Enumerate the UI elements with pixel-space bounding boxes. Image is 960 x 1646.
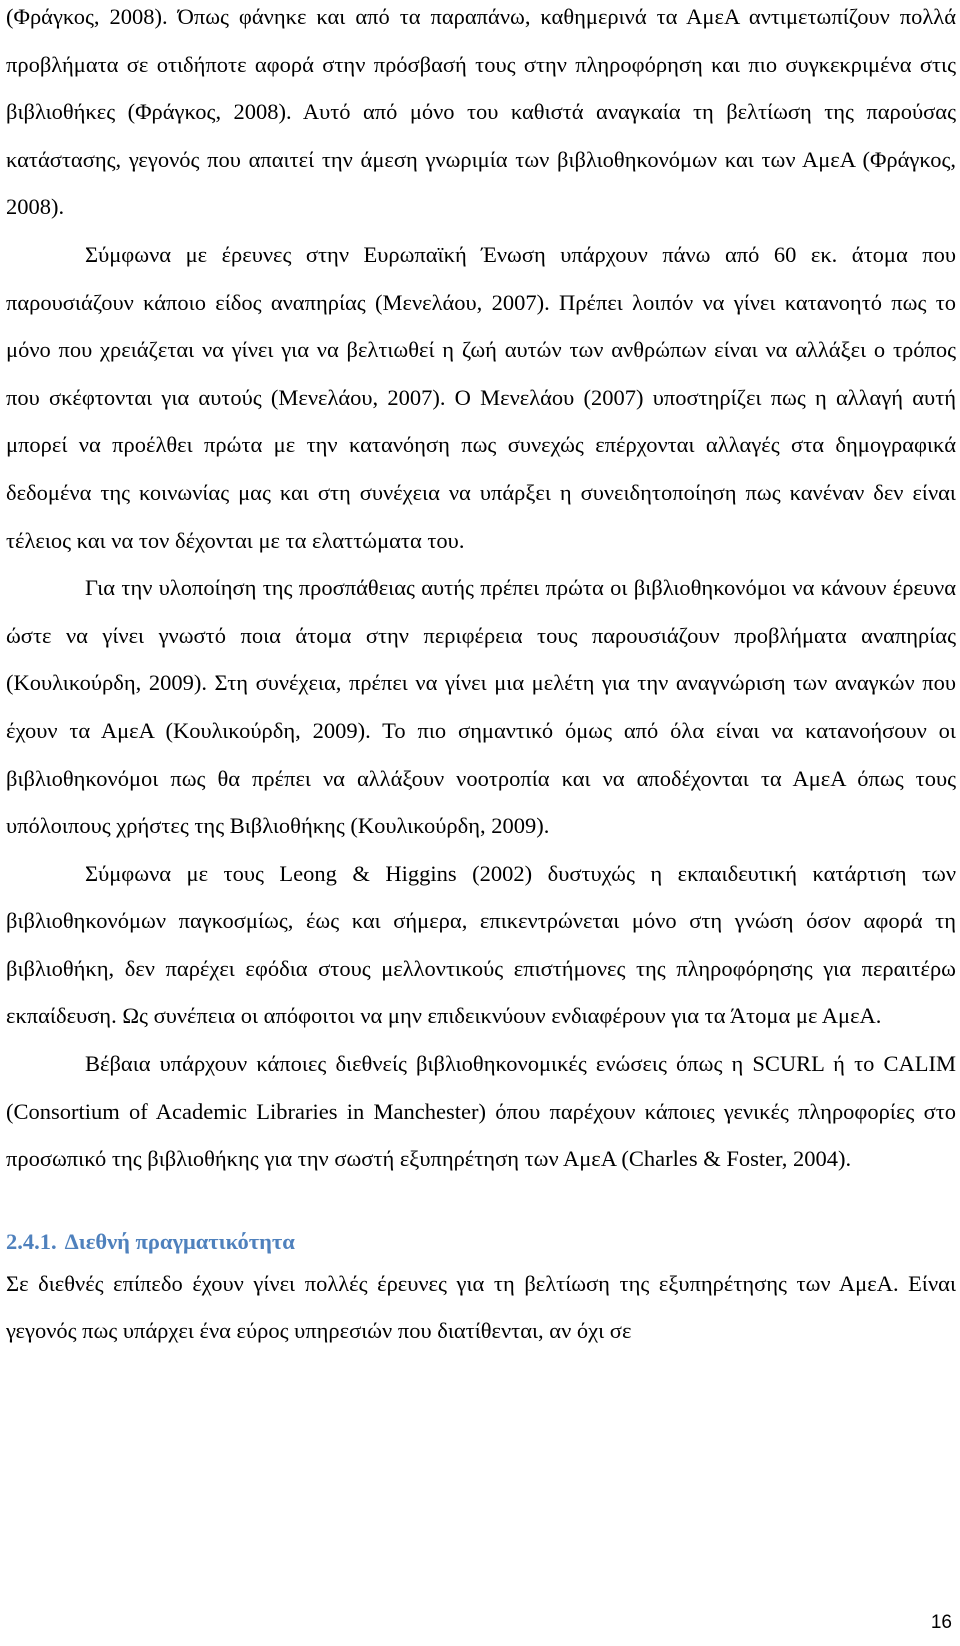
paragraph-1: (Φράγκος, 2008). Όπως φάνηκε και από τα παραπάνω, καθημερινά τα ΑμεΑ αντιμετωπίζουν πολλά προβλήματα σε οτιδήποτε αφορά στην πρόσβασή τους στην πληροφόρηση και πιο συγκεκριμένα στις βιβλιοθήκες (Φράγκος, 2008). Αυτό από μόνο του καθιστά αναγκαία τη βελτίωση της παρούσας κατάστασης, γεγονός που απαιτεί την άμεση γνωριμία των βιβλιοθηκονόμων και των ΑμεΑ (Φράγκος, 2008). [6, 4, 956, 220]
paragraph-3: Για την υλοποίηση της προσπάθειας αυτής πρέπει πρώτα οι βιβλιοθηκονόμοι να κάνουν έρευνα ώστε να γίνει γνωστό ποια άτομα στην περιφέρεια τους παρουσιάζουν προβλήματα αναπηρίας (Κουλικούρδη, 2009). Στη συνέχεια, πρέπει να γίνει μια μελέτη για την αναγνώριση των αναγκών που έχουν τα ΑμεΑ (Κουλικούρδη, 2009). Το πιο σημαντικό όμως από όλα είναι να κατανοήσουν οι βιβλιοθηκονόμοι πως θα πρέπει να αλλάξουν νοοτροπία και να αποδέχονται τα ΑμεΑ όπως τους υπόλοιπους χρήστες της Βιβλιοθήκης (Κουλικούρδη, 2009). [6, 575, 956, 839]
section-number: 2.4.1. [6, 1228, 57, 1254]
section-paragraph: Σε διεθνές επίπεδο έχουν γίνει πολλές έρευνες για τη βελτίωση της εξυπηρέτησης των ΑμεΑ. Είναι γεγονός πως υπάρχει ένα εύρος υπηρεσιών που διατίθενται, αν όχι σε [6, 1270, 956, 1344]
paragraph-4: Σύμφωνα με τους Leong & Higgins (2002) δυστυχώς η εκπαιδευτική κατάρτιση των βιβλιοθηκονόμων παγκοσμίως, έως και σήμερα, επικεντρώνεται μόνο στη γνώση όσον αφορά τη βιβλιοθήκη, δεν παρέχει εφόδια στους μελλοντικούς επιστήμονες της πληροφόρησης για περαιτέρω εκπαίδευση. Ως συνέπεια οι απόφοιτοι να μην επιδεικνύουν ενδιαφέρουν για τα Άτομα με ΑμεΑ. [6, 860, 956, 1029]
paragraph-2: Σύμφωνα με έρευνες στην Ευρωπαϊκή Ένωση υπάρχουν πάνω από 60 εκ. άτομα που παρουσιάζουν κάποιο είδος αναπηρίας (Μενελάου, 2007). Πρέπει λοιπόν να γίνει κατανοητό πως το μόνο που χρειάζεται να γίνει για να βελτιωθεί η ζωή αυτών των ανθρώπων είναι να αλλάξει ο τρόπος που σκέφτονται για αυτούς (Μενελάου, 2007). Ο Μενελάου (2007) υποστηρίζει πως η αλλαγή αυτή μπορεί να προέλθει πρώτα με την κατανόηση πως συνεχώς επέρχονται αλλαγές στα δημογραφικά δεδομένα της κοινωνίας μας και στη συνέχεια να υπάρξει η συνειδητοποίηση πως κανέναν δεν είναι τέλειος και να τον δέχονται με τα ελαττώματα του. [6, 241, 956, 553]
section-title: Διεθνή πραγματικότητα [64, 1228, 295, 1254]
section-heading [6, 1224, 956, 1260]
page-number: 16 [930, 1612, 952, 1633]
paragraph-5: Βέβαια υπάρχουν κάποιες διεθνείς βιβλιοθηκονομικές ενώσεις όπως η SCURL ή το CALIM (Consortium of Academic Libraries in Manchester) όπου παρέχουν κάποιες γενικές πληροφορίες στο προσωπικό της βιβλιοθήκης για την σωστή εξυπηρέτηση των ΑμεΑ (Charles & Foster, 2004). [6, 1051, 956, 1172]
document-page [6, 0, 956, 1355]
